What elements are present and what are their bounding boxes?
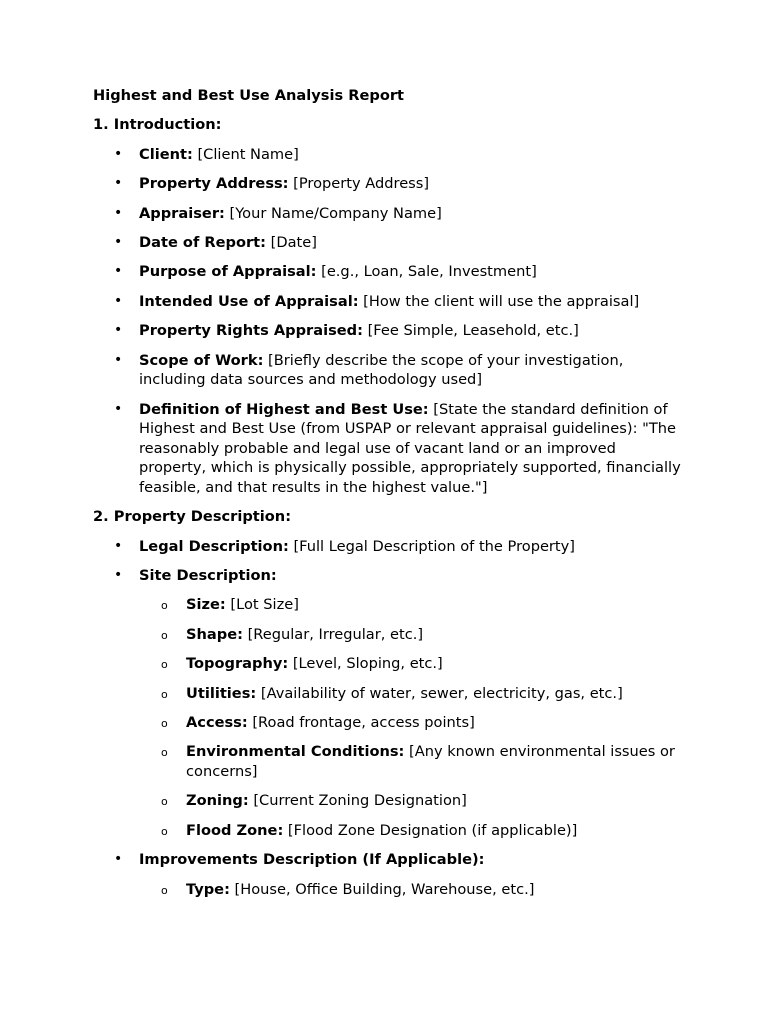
item-text: [Fee Simple, Leasehold, etc.] xyxy=(362,322,579,340)
sub-list-item xyxy=(139,742,683,781)
list-item xyxy=(93,566,683,840)
item-text: [Regular, Irregular, etc.] xyxy=(242,625,424,643)
item-label: Topography: xyxy=(186,655,289,673)
item-label: Legal Description: xyxy=(139,537,289,555)
bullet-icon: • xyxy=(114,567,123,584)
circle-bullet-icon: o xyxy=(161,658,168,672)
item-text: [How the client will use the appraisal] xyxy=(358,292,640,310)
bullet-icon: • xyxy=(114,351,123,368)
item-text: [Your Name/Company Name] xyxy=(224,204,442,222)
section-heading-introduction: 1. Introduction: xyxy=(93,116,222,134)
bullet-icon: • xyxy=(114,537,123,554)
list-item xyxy=(93,204,683,224)
circle-bullet-icon: o xyxy=(161,599,168,613)
circle-bullet-icon: o xyxy=(161,795,168,809)
item-label: Appraiser: xyxy=(139,204,225,222)
item-text: [Full Legal Description of the Property] xyxy=(288,537,575,555)
item-label: Access: xyxy=(186,714,248,731)
bullet-icon: • xyxy=(114,263,123,280)
item-text: [Client Name] xyxy=(192,145,299,163)
bullet-icon: • xyxy=(114,322,123,339)
item-label: Intended Use of Appraisal: xyxy=(139,292,359,310)
introduction-list xyxy=(93,145,683,498)
sub-list-item xyxy=(139,595,683,615)
item-text: [Current Zoning Designation] xyxy=(248,792,467,810)
circle-bullet-icon: o xyxy=(161,824,168,838)
circle-bullet-icon: o xyxy=(161,883,168,897)
item-text: [e.g., Loan, Sale, Investment] xyxy=(316,263,537,281)
item-label: Shape: xyxy=(186,625,243,643)
list-item xyxy=(93,351,683,390)
item-text: [Road frontage, access points] xyxy=(247,714,475,731)
item-label: Property Address: xyxy=(139,175,289,193)
sub-list-item xyxy=(139,684,683,704)
improvements-sublist xyxy=(139,880,683,900)
document-page xyxy=(93,86,683,909)
bullet-icon: • xyxy=(114,233,123,250)
item-text: [Availability of water, sewer, electricity, gas, etc.] xyxy=(256,684,623,702)
sub-list-item xyxy=(139,821,683,841)
item-label: Utilities: xyxy=(186,684,257,702)
item-label: Purpose of Appraisal: xyxy=(139,263,317,281)
item-label: Site Description: xyxy=(139,567,277,585)
item-label: Environmental Conditions: xyxy=(186,743,405,761)
property-description-list xyxy=(93,537,683,899)
list-item xyxy=(93,850,683,899)
list-item xyxy=(93,174,683,194)
item-text: [House, Office Building, Warehouse, etc.] xyxy=(229,880,535,898)
sub-list-item xyxy=(139,713,683,733)
bullet-icon: • xyxy=(114,175,123,192)
bullet-icon: • xyxy=(114,292,123,309)
circle-bullet-icon: o xyxy=(161,628,168,642)
item-label: Type: xyxy=(186,880,230,898)
document-title: Highest and Best Use Analysis Report xyxy=(93,87,405,104)
item-label: Date of Report: xyxy=(139,233,266,251)
list-item xyxy=(93,321,683,341)
item-text: [Level, Sloping, etc.] xyxy=(288,655,443,673)
circle-bullet-icon: o xyxy=(161,717,168,730)
list-item xyxy=(93,145,683,165)
item-label: Flood Zone: xyxy=(186,821,284,839)
list-item xyxy=(93,233,683,253)
list-item xyxy=(93,537,683,557)
sub-list-item xyxy=(139,625,683,645)
sub-list-item xyxy=(139,654,683,674)
circle-bullet-icon: o xyxy=(161,746,168,760)
item-label: Definition of Highest and Best Use: xyxy=(139,400,429,418)
list-item xyxy=(93,400,683,498)
item-label: Size: xyxy=(186,596,226,614)
bullet-icon: • xyxy=(114,145,123,162)
item-text: [State the standard definition of Highest and Best Use (from USPAP or relevant appraisal guidelines): "The reasonably probable and legal use of vacant land or an improved property, which is physically possible, appropriately supported, financially feasible, and that results in the highest value."] xyxy=(139,400,681,496)
item-text: [Date] xyxy=(266,233,317,251)
bullet-icon: • xyxy=(114,400,123,417)
site-description-sublist xyxy=(139,595,683,840)
item-text: [Flood Zone Designation (if applicable)] xyxy=(283,821,578,839)
list-item xyxy=(93,292,683,312)
sub-list-item xyxy=(139,880,683,900)
item-text: [Any known environmental issues or concerns] xyxy=(186,743,675,780)
item-text: [Briefly describe the scope of your investigation, including data sources and methodology used] xyxy=(139,351,624,389)
bullet-icon: • xyxy=(114,851,123,868)
item-label: Client: xyxy=(139,145,193,163)
item-text: [Property Address] xyxy=(288,175,430,193)
item-label: Property Rights Appraised: xyxy=(139,322,363,340)
bullet-icon: • xyxy=(114,204,123,221)
item-text: [Lot Size] xyxy=(225,596,299,614)
sub-list-item xyxy=(139,791,683,811)
item-label: Improvements Description (If Applicable): xyxy=(139,851,485,869)
item-label: Zoning: xyxy=(186,792,249,810)
list-item xyxy=(93,262,683,282)
section-heading-property-description: 2. Property Description: xyxy=(93,508,292,526)
circle-bullet-icon: o xyxy=(161,687,168,701)
item-label: Scope of Work: xyxy=(139,351,264,369)
